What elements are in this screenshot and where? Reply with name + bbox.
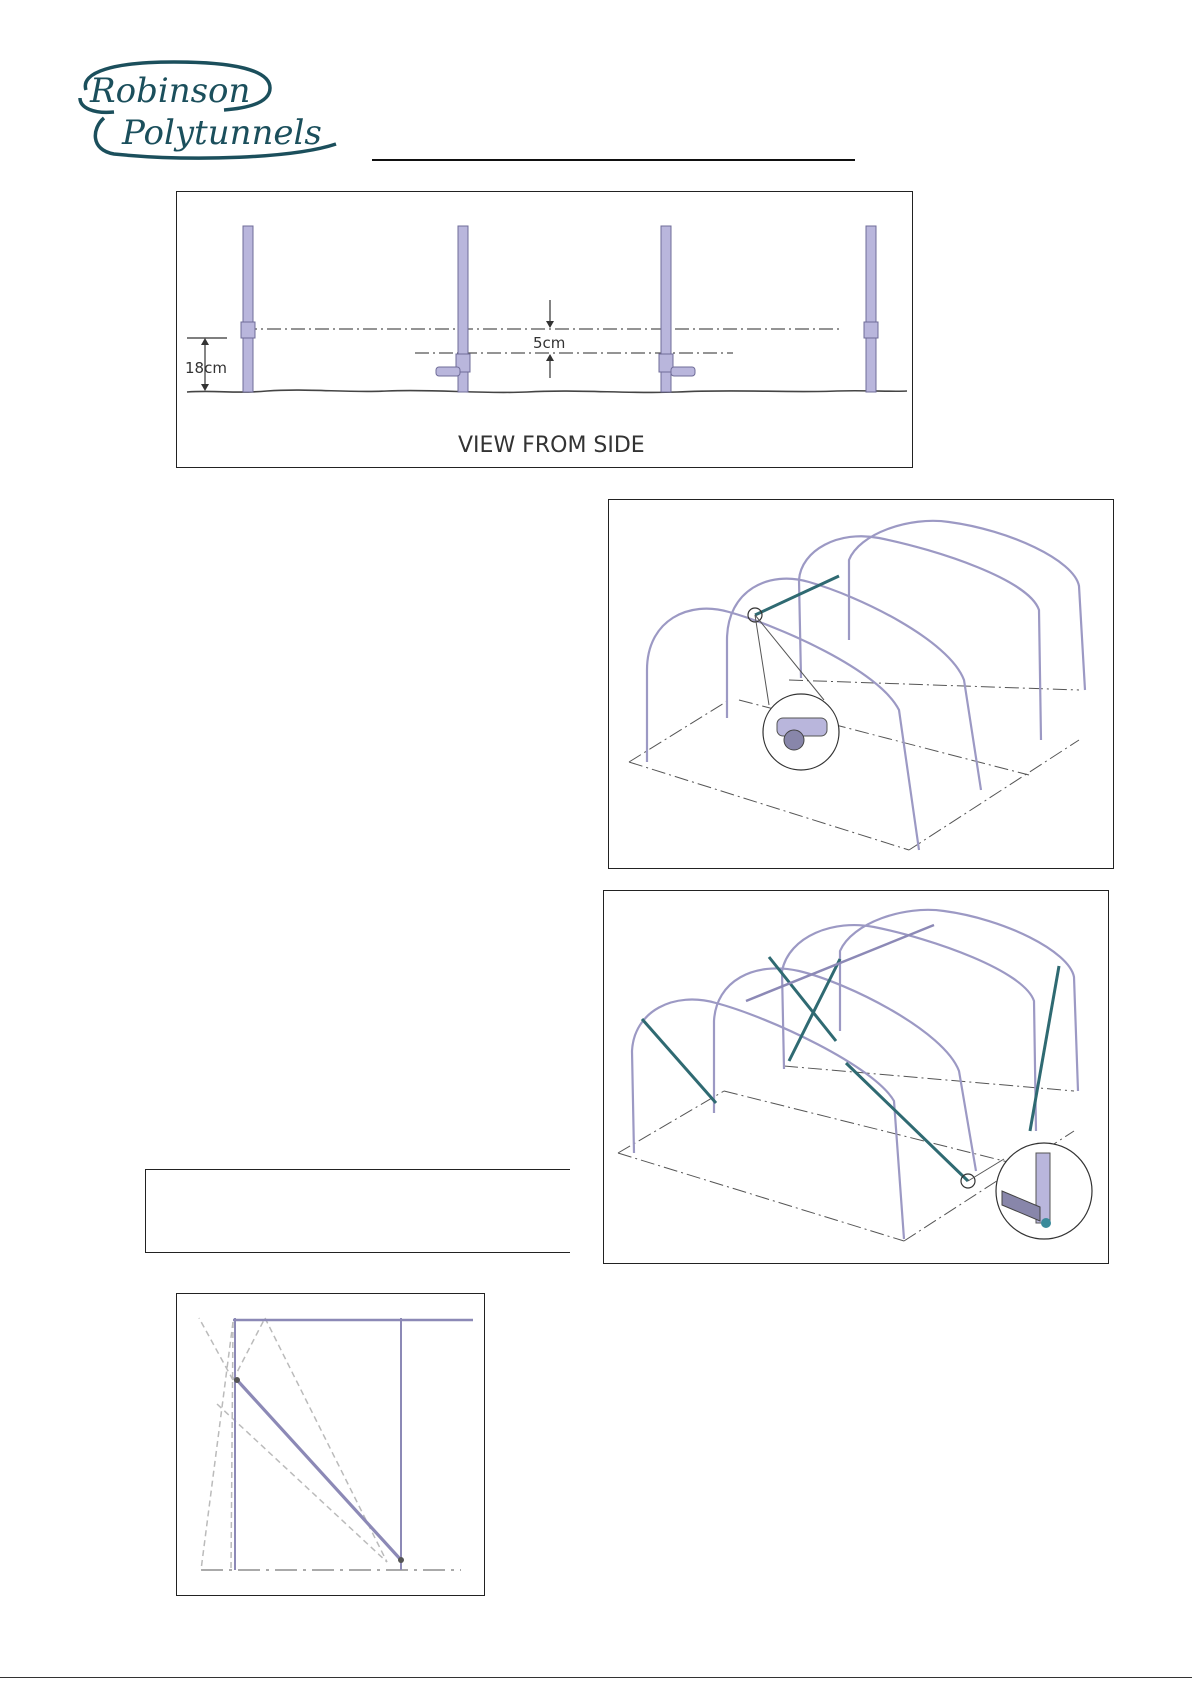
dim-height-label: 18cm (185, 359, 227, 377)
detail-callout-clamp (763, 694, 839, 770)
hoop-post-3 (659, 226, 695, 392)
brace-swing-diagram (176, 1293, 485, 1596)
footer-rule (0, 1677, 1192, 1678)
logo-line1: Robinson (90, 71, 251, 111)
hoop-post-2 (436, 226, 470, 392)
frame-crossbar-diagram (608, 499, 1114, 869)
logo-line2: Polytunnels (122, 113, 322, 153)
header-rule (372, 159, 855, 161)
hoop-post-4 (864, 226, 878, 392)
side-view-panel (176, 191, 913, 468)
note-box (145, 1169, 570, 1253)
side-view-caption: VIEW FROM SIDE (458, 433, 645, 458)
company-logo (74, 58, 344, 162)
hoop-post-1 (241, 226, 255, 392)
dim-offset-label: 5cm (533, 334, 566, 352)
detail-callout-brace-foot (996, 1143, 1092, 1239)
frame-brace-diagram (603, 890, 1109, 1264)
